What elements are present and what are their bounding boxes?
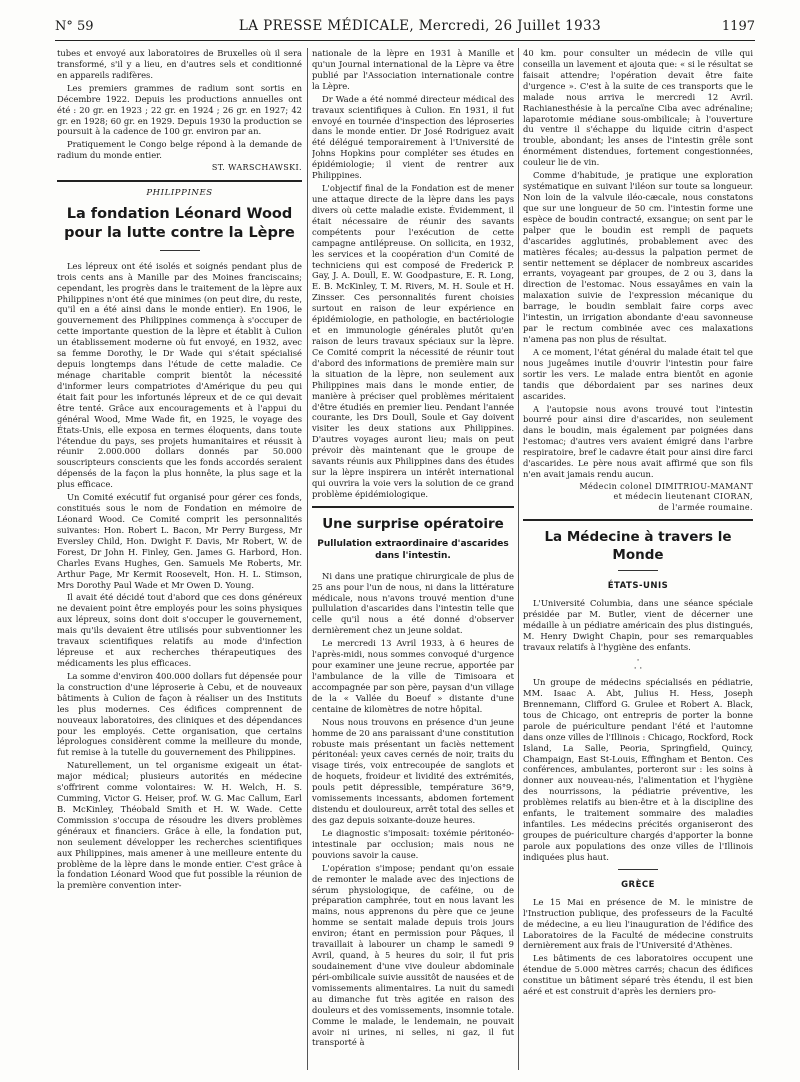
paragraph: L'Université Columbia, dans une séance spéciale présidée par M. Butler, vient de décerner une médaille à un pédiatre américain des plus distingués, M. Henry Dwight Chapin, pour ses remarquables travaux relatifs à l'hygiène des enfants.	[523, 598, 753, 652]
author-signature: ST. WARSCHAWSKI.	[211, 163, 302, 173]
column-divider-2	[518, 48, 519, 1070]
masthead	[55, 18, 755, 40]
paragraph: 40 km. pour consulter un médecin de ville qui conseilla un lavement et ajouta que: « si le résultat se faisait attendre; l'opération devait être faite d'urgence ». C'est à la suite de ces transports que le malade nous arriva le mercredi 12 Avril. Rachianesthésie à la percaïne Ciba avec adrénaline; laparotomie médiane sous-ombilicale; à l'ouverture du ventre il s'échappe du liquide citrin d'aspect trouble, abondant; les anses de l'intestin grêle sont énormément distendues, fortement congestionnées, couleur lie de vin.	[523, 48, 753, 168]
masthead-rule	[55, 40, 755, 41]
paragraph: Le mercredi 13 Avril 1933, à 6 heures de l'après-midi, nous sommes convoqué d'urgence pour examiner une jeune recrue, apportée par l'ambulance de la ville de Timisoara et accompagnée par son père, paysan d'un village de la « Vallée du Boeuf » distante d'une centaine de kilomètres de notre hôpital.	[312, 638, 514, 714]
column-1	[57, 48, 302, 1070]
article-title: Une surprise opératoire	[322, 515, 504, 532]
article-subtitle: Pullulation extraordinaire d'ascarides dans l'intestin.	[317, 539, 509, 562]
article-title: La Médecine à travers le Monde	[544, 529, 732, 563]
paragraph: La somme d'environ 400.000 dollars fut dépensée pour la construction d'une léproserie à Cebu, et de nouveaux bâtiments à Culion de façon à réaliser un des Instituts les plus modernes. Ces édifices comprennent de nouveaux laboratoires, des cliniques et des dépendances pour les employés. Cette organisation, que certains léprologues considèrent comme la meilleure du monde, fut remise à la tutelle du gouvernement des Philippines.	[57, 670, 302, 758]
paragraph: A l'autopsie nous avons trouvé tout l'intestin bourré pour ainsi dire d'ascarides, non seulement dans le boudin, mais également par poignées dans l'estomac; d'autres vers avaient émigré dans l'arbre respiratoire, bref le cadavre était pour ainsi dire farci d'ascarides. Le père nous avait affirmé que son fils n'en avait jamais rendu aucun.	[523, 403, 753, 480]
column-2	[312, 48, 514, 1070]
paragraph: Naturellement, un tel organisme exigeait un état-major médical; plusieurs autorités en médecine s'offrirent comme volontaires: W. H. Welch, H. S. Cumming, Victor G. Heiser, prof. W. G. Mac Callum, Earl B. McKinley, Théobald Smith et H. W. Wade. Cette Commission s'occupa de résoudre les divers problèmes généraux et financiers. Grâce à elle, la fondation put, non seulement développer les recherches scientifiques aux Philippines, mais amener à une meilleure entente du problème de la lèpre dans le monde entier. C'est grâce à la fondation Léonard Wood que fut possible la réunion de la première convention inter-	[57, 760, 302, 891]
paragraph: Nous nous trouvons en présence d'un jeune homme de 20 ans paraissant d'une constitution robuste mais présentant un faciès nettement péritonéal: yeux caves cernés de noir, traits du visage tirés, voix entrecoupée de sanglots et de hoquets, froideur et lividité des extrémités, pouls petit dépressible, température 36°9, vomissements incessants, abdomen fortement distendu et douloureux, arrêt total des selles et des gaz depuis soixante-douze heures.	[312, 716, 514, 825]
paragraph: L'objectif final de la Fondation est de mener une attaque directe de la lèpre dans les pays divers où cette maladie existe. Évidemment, il était nécessaire de réunir des savants compétents pour l'exécution de cette campagne antilépreuse. On sollicita, en 1932, les services et la coopération d'un Comité de techniciens qui est composé de Frederick P. Gay, J. A. Doull, E. W. Goodpasture, E. R. Long, E. B. McKinley, T. M. Rivers, M. H. Soule et H. Zinsser. Ces personnalités furent choisies surtout en raison de leur expérience en épidémiologie, en pathologie, en bactériologie et en immunologie générales plutôt qu'en raison de leurs travaux spéciaux sur la lèpre. Ce Comité comprit la nécessité de réunir tout d'abord des informations de première main sur la situation de la lèpre, non seulement aux Philippines mais dans le monde entier, de manière à préciser quel problèmes méritaient d'être étudiés en premier lieu. Pendant l'année courante, les Drs Doull, Soule et Gay doivent visiter les deux stations aux Philippines. D'autres voyages auront lieu; mais on peut prévoir dès maintenant que le groupe de savants réunis aux Philippines dans des études sur la lèpre inspirera un intérêt international qui ouvrira la voie vers la solution de ce grand problème épidémiologique.	[312, 183, 514, 499]
paragraph: Les premiers grammes de radium sont sortis en Décembre 1922. Depuis les productions annuelles ont été : 20 gr. en 1923 ; 22 gr. en 1924 ; 26 gr. en 1927; 42 gr. en 1928; 60 gr. en 1929. Depuis 1930 la production se poursuit à la cadence de 100 gr. environ par an.	[57, 82, 302, 137]
section-rubric: PHILIPPINES	[146, 187, 213, 198]
title-rule	[618, 570, 658, 571]
paragraph: nationale de la lèpre en 1931 à Manille et qu'un Journal international de la Lèpre va être publié par l'Association internationale contre la Lèpre.	[312, 48, 514, 91]
asterism-ornament: · · ·	[633, 655, 643, 674]
paragraph: Le 15 Mai en présence de M. le ministre de l'Instruction publique, des professeurs de la Faculté de médecine, a eu lieu l'inauguration de l'édifice des Laboratoires de la Faculté de médecine construits dernièrement aux frais de l'Université d'Athènes.	[523, 896, 753, 951]
article-title	[57, 205, 302, 244]
paragraph: tubes et envoyé aux laboratoires de Bruxelles où il sera transformé, s'il y a lieu, en d'autres sels et conditionné en appareils radifères.	[57, 48, 302, 80]
signature-line: Médecin colonel DIMITRIOU-MAMANT	[579, 481, 753, 491]
journal-title: LA PRESSE MÉDICALE, Mercredi, 26 Juillet 1933	[238, 18, 602, 34]
issue-number: N° 59	[55, 19, 94, 34]
title-rule	[160, 250, 200, 251]
paragraph: Il avait été décidé tout d'abord que ces dons généreux ne devaient point être employés pour les soins physiques aux lépreux, soins dont doit s'occuper le gouvernement, mais qu'ils devaient être utilisés pour subventionner les travaux scientifiques relatifs au mode d'infection lépreuse et aux recherches thérapeutiques des médicaments les plus efficaces.	[57, 592, 302, 668]
author-signature	[523, 482, 753, 513]
article-separator	[312, 506, 514, 508]
article-title-line: pour la lutte contre la Lèpre	[64, 225, 295, 242]
page-number: 1197	[721, 19, 755, 34]
paragraph: A ce moment, l'état général du malade était tel que nous jugeâmes inutile d'ouvrir l'intestin pour faire sortir les vers. Le malade entra bientôt en agonie tandis que débordaient par ses narines deux ascarides.	[523, 346, 753, 401]
paragraph: Un groupe de médecins spécialisés en pédiatrie, MM. Isaac A. Abt, Julius H. Hess, Joseph Brennemann, Clifford G. Grulee et Robert A. Black, tous de Chicago, ont entrepris de porter la bonne parole de puériculture pendant l'été et l'automne dans onze villes de l'Illinois : Chicago, Rockford, Rock Island, La Salle, Peoria, Springfield, Quincy, Champaign, East St-Louis, Effingham et Benton. Ces conférences, ambulantes, porteront sur : les soins à donner aux nouveau-nés, l'alimentation et l'hygiène des nourrissons, la pédiatrie préventive, les problèmes relatifs au bien-être et à la discipline des enfants, le traitement sommaire des maladies infantiles. Les médecins précités organiseront des groupes de puériculture chargés d'apporter la bonne parole aux populations des onze villes de l'Illinois indiquées plus haut.	[523, 677, 753, 862]
section-heading: ÉTATS-UNIS	[607, 581, 669, 592]
paragraph: Les lépreux ont été isolés et soignés pendant plus de trois cents ans à Manille par des Moines franciscains; cependant, les progrès dans le traitement de la lèpre aux Philippines n'ont été que minimes (on peut dire, du reste, qu'il en a été ainsi dans le monde entier). En 1906, le gouvernement des Philippines commença à s'occuper de cette importante question de la lèpre et établit à Culion un établissement moderne où fut envoyé, en 1932, avec sa femme Dorothy, le Dr Wade qui s'était spécialisé depuis longtemps dans l'étude de cette maladie. Ce ménage charitable comprit bientôt la nécessité d'informer leurs compatriotes d'Amérique du peu qui était fait pour les infortunés lépreux et de ce qui devait être tenté. Grâce aux encouragements et à l'appui du général Wood, Mme Wade fit, en 1925, le voyage des États-Unis, elle exposa en termes éloquents, dans toute l'étendue du pays, ses projets humanitaires et réussit à réunir 2.000.000 dollars donnés par 50.000 souscripteurs conscients que les fonds accordés seraient dépensés de la façon la plus honnête, la plus sage et la plus efficace.	[57, 260, 302, 490]
paragraph: Dr Wade a été nommé directeur médical des travaux scientifiques à Culion. En 1931, il fut envoyé en tournée d'inspection des léproseries dans le monde entier. Dr José Rodriguez avait été délégué temporairement à l'Université de Johns Hopkins pour compléter ses études en épidémiologie; il vient de rentrer aux Philippines.	[312, 93, 514, 181]
paragraph: Ni dans une pratique chirurgicale de plus de 25 ans pour l'un de nous, ni dans la littérature médicale, nous n'avons trouvé mention d'une pullulation d'ascarides dans l'intestin telle que celle qu'il nous a été donné d'observer dernièrement chez un jeune soldat.	[312, 570, 514, 636]
paragraph: L'opération s'impose; pendant qu'on essaie de remonter le malade avec des injections de sérum physiologique, de caféine, ou de préparation camphrée, tout en nous lavant les mains, nous apprenons du père que ce jeune homme se sentait malade depuis trois jours environ; étant en permission pour Pâques, il travaillait à labourer un champ le samedi 9 Avril, quand, à 5 heures du soir, il fut pris soudainement d'une vive douleur abdominale péri-ombilicale suivie aussitôt de nausées et de vomissements alimentaires. La nuit du samedi au dimanche fut très agitée en raison des douleurs et des vomissements, insomnie totale. Comme le malade, le lendemain, ne pouvait avoir ni urines, ni selles, ni gaz, il fut transporté à	[312, 862, 514, 1048]
signature-line: de l'armée roumaine.	[658, 502, 753, 512]
section-rule	[618, 869, 658, 870]
article-separator	[523, 519, 753, 521]
column-divider-1	[307, 48, 308, 1070]
article-title-line: La fondation Léonard Wood	[66, 205, 293, 222]
paragraph: Le diagnostic s'imposait: toxémie péritonéo-intestinale par occlusion; mais nous ne pouvions savoir la cause.	[312, 827, 514, 860]
section-heading: GRÈCE	[621, 879, 655, 890]
signature-line: et médecin lieutenant CIORAN,	[613, 492, 753, 502]
paragraph: Un Comité exécutif fut organisé pour gérer ces fonds, constitués sous le nom de Fondation en mémoire de Léonard Wood. Ce Comité comprit les personnalités suivantes: Hon. Robert L. Bacon, Mr Perry Burgess, Mr Eversley Child, Hon. Dwight F. Davis, Mr Robert, W. de Forest, Dr John H. Finley, Gen. James G. Harbord, Hon. Charles Evans Hughes, Gen. Samuels Me Roberts, Mr. Arthur Page, Mr Kermit Roosevelt, Hon. H. L. Stimson, Mrs Dorothy Paul Wade et Mr Owen D. Young.	[57, 492, 302, 590]
paragraph: Les bâtiments de ces laboratoires occupent une étendue de 5.000 mètres carrés; chacun des édifices constitue un bâtiment séparé très étendu, il est bien aéré et est construit d'après les derniers pro-	[523, 953, 753, 997]
article-separator	[57, 180, 302, 182]
column-3	[523, 48, 753, 1070]
paragraph: Pratiquement le Congo belge répond à la demande de radium du monde entier.	[57, 139, 302, 161]
paragraph: Comme d'habitude, je pratique une exploration systématique en suivant l'iléon sur toute sa longueur. Non loin de la valvule iléo-cæcale, nous constatons que sur une longueur de 50 cm. l'intestin forme une espèce de boudin contracté, exsangue; on sent par le palper que le boudin est rempli de paquets d'ascarides agglutinés, probablement avec des matières fécales; au-dessus la palpation permet de sentir nettement se déplacer de nombreux ascarides errants, voyageant par groupes, de 2 ou 3, dans la direction de l'estomac. Nous essayâmes en vain la malaxation suivie de l'expression mécanique du barrage, le boudin semblait faire corps avec l'intestin, un irrigation abondante d'eau savonneuse par le rectum combinée avec ces malaxations n'amena pas non plus de résultat.	[523, 170, 753, 344]
